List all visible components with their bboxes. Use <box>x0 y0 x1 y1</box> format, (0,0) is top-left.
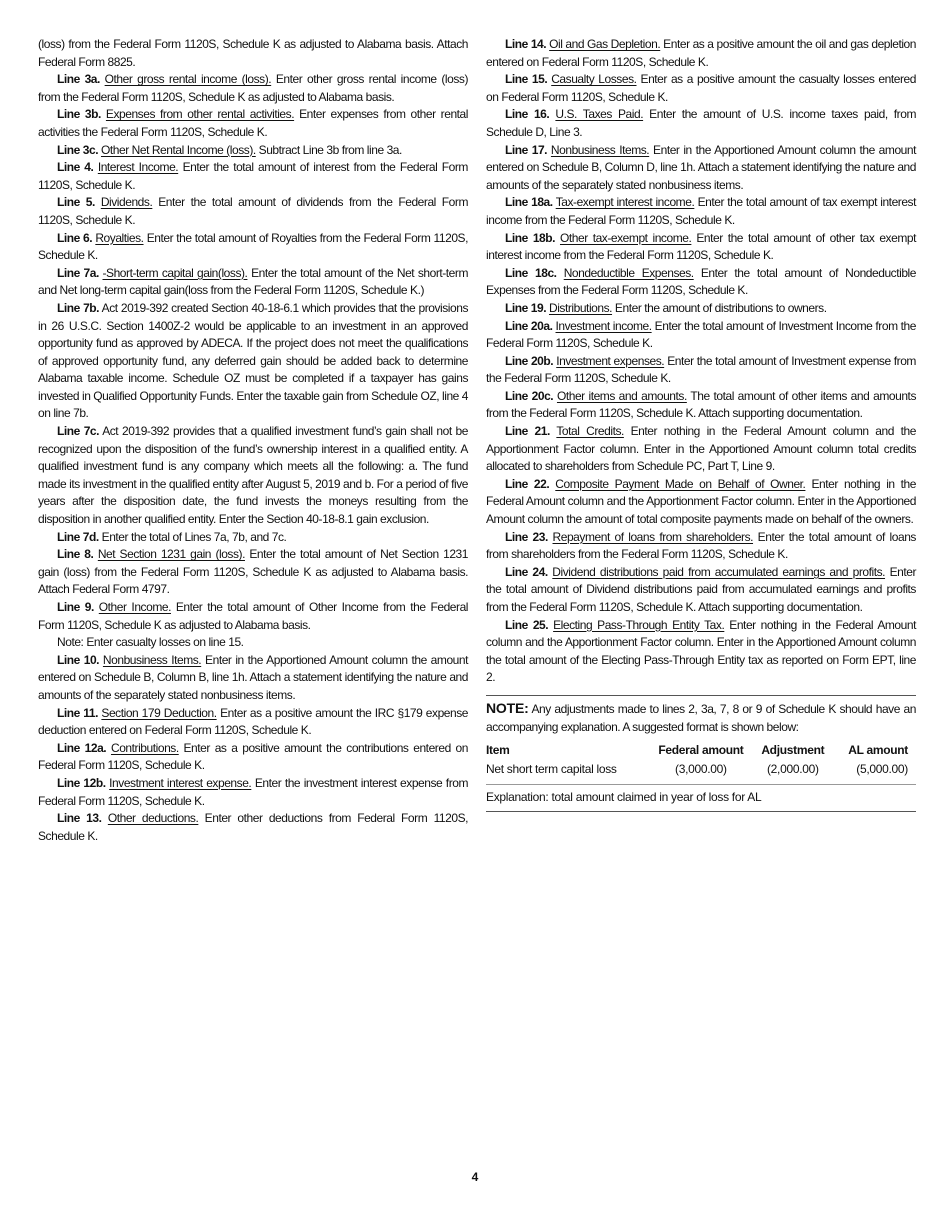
line-title: Other Income. <box>98 600 171 614</box>
instruction-paragraph <box>486 194 916 229</box>
instruction-paragraph <box>486 300 916 318</box>
line-title: Distributions. <box>548 300 613 315</box>
instruction-paragraph <box>486 36 916 71</box>
line-label: Line 24. <box>505 564 548 579</box>
header-adjustment: Adjustment <box>761 743 825 758</box>
instruction-paragraph <box>486 106 916 141</box>
line-text: Enter expenses from other rental activities the Federal Form 1120S, Schedule K. <box>38 107 468 139</box>
line-title: Other tax-exempt income. <box>559 230 692 245</box>
line-text: Enter nothing in the Federal Amount column and the Apportionment Factor column. Enter in the Apportioned Amount column total credits allocated to shareholders from Schedule PC, Part T, Line 9. <box>486 424 916 474</box>
line-label: Line 3b. <box>57 107 101 122</box>
line-title: U.S. Taxes Paid. <box>555 107 644 122</box>
instruction-paragraph <box>38 810 468 845</box>
instruction-paragraph <box>38 36 468 71</box>
instruction-paragraph <box>486 529 916 564</box>
line-title: Nonbusiness Items. <box>102 652 202 667</box>
line-label: Line 6. <box>57 230 93 245</box>
instruction-paragraph <box>486 353 916 388</box>
line-label: Line 20c. <box>505 388 554 403</box>
line-title: Other Net Rental Income (loss). <box>100 142 256 157</box>
instruction-paragraph <box>38 230 468 265</box>
instruction-paragraph <box>38 529 468 547</box>
line-label: Line 12b. <box>57 775 106 790</box>
line-text: Enter in the Apportioned Amount column the amount entered on Schedule B, Column B, line 1h. Attach a statement identifying the nature and amounts of the separately stated nonbusiness items. <box>38 652 468 702</box>
line-title: -Short-term capital gain(loss). <box>102 265 248 280</box>
adjustment-table <box>486 740 916 778</box>
instruction-paragraph <box>38 705 468 740</box>
line-title: Investment income. <box>555 318 652 333</box>
line-text: Note: Enter casualty losses on line 15. <box>57 635 244 650</box>
instruction-paragraph <box>38 142 468 160</box>
cell-item: Net short term capital loss <box>486 761 617 776</box>
table-row <box>486 760 916 779</box>
line-text: Enter the total amount of interest from the Federal Form 1120S, Schedule K. <box>38 160 468 192</box>
instruction-paragraph <box>486 388 916 423</box>
instruction-paragraph <box>486 230 916 265</box>
instruction-paragraph <box>486 142 916 195</box>
line-label: Line 14. <box>505 37 547 51</box>
line-title: Oil and Gas Depletion. <box>549 37 661 51</box>
line-text: Enter the total amount of the Net short-term and Net long-term capital gain(loss from the Federal Form 1120S, Schedule K.) <box>38 265 468 298</box>
note-heading: NOTE: <box>486 699 529 716</box>
line-text: Enter as a positive amount the casualty losses entered on Federal Form 1120S, Schedule K. <box>486 72 916 104</box>
line-title: Nonbusiness Items. <box>550 142 650 157</box>
line-label: Line 9. <box>57 600 94 614</box>
line-label: Line 16. <box>505 107 550 122</box>
line-text: (loss) from the Federal Form 1120S, Schedule K as adjusted to Alabama basis. Attach Federal Form 8825. <box>38 37 468 69</box>
line-text: Enter the total amount of loans from shareholders from the Federal Form 1120S, Schedule K. <box>486 529 916 562</box>
line-label: Line 21. <box>505 424 550 439</box>
instruction-paragraph <box>486 71 916 106</box>
line-text: Enter nothing in the Federal Amount column and the Apportionment Factor column. Enter in the Apportioned Amount column the amount of total composite payments made on behalf of the owners. <box>486 476 917 527</box>
line-title: Other gross rental income (loss). <box>104 72 272 87</box>
cell-adjustment: (2,000.00) <box>766 761 819 776</box>
line-label: Line 4. <box>57 160 94 175</box>
line-title: Repayment of loans from shareholders. <box>552 529 754 544</box>
explanation-line: Explanation: total amount claimed in year of loss for AL <box>486 784 916 812</box>
instruction-paragraph <box>38 194 468 229</box>
line-title: Electing Pass-Through Entity Tax. <box>553 617 725 632</box>
line-label: Line 20b. <box>505 353 554 368</box>
line-label: Line 8. <box>57 547 94 562</box>
line-label: Line 12a. <box>57 740 107 755</box>
line-label: Line 18b. <box>505 230 556 245</box>
instruction-paragraph <box>38 652 468 705</box>
left-column <box>38 36 468 845</box>
line-label: Line 10. <box>57 652 100 667</box>
line-text: Enter the total of Lines 7a, 7b, and 7c. <box>101 529 287 544</box>
instruction-paragraph <box>38 634 468 652</box>
header-al-amount: AL amount <box>848 743 908 758</box>
line-title: Casualty Losses. <box>551 72 637 87</box>
line-text: Enter the total amount of Net Section 1231 gain (loss) from the Federal Form 1120S, Schedule K as adjusted to Alabama basis. Attach Federal Form 4797. <box>38 547 468 597</box>
line-label: Line 13. <box>57 811 102 826</box>
instruction-paragraph <box>38 599 468 634</box>
line-title: Royalties. <box>95 230 144 245</box>
line-label: Line 15. <box>505 72 548 87</box>
line-label: Line 18c. <box>505 265 557 280</box>
line-text: Enter in the Apportioned Amount column the amount entered on Schedule B, Column D, line 1h. Attach a statement identifying the nature and amounts of the separately stated nonbusiness items. <box>486 142 916 192</box>
line-text: Enter nothing in the Federal Amount column and the Apportionment Factor column. Enter in the Apportioned Amount column the total amount of the Electing Pass-Through Entity tax as reported on Form EPT, line 2. <box>486 617 916 685</box>
instruction-paragraph <box>486 564 916 617</box>
instruction-paragraph <box>486 423 916 476</box>
header-item: Item <box>486 743 510 758</box>
instruction-paragraph <box>38 546 468 599</box>
header-federal-amount: Federal amount <box>658 743 744 758</box>
line-title: Expenses from other rental activities. <box>105 107 295 122</box>
line-text: Enter other deductions from Federal Form 1120S, Schedule K. <box>38 811 469 843</box>
instruction-paragraph <box>38 740 468 775</box>
line-text: Enter the amount of U.S. income taxes paid, from Schedule D, Line 3. <box>486 107 916 139</box>
line-text: Enter the total amount of Nondeductible Expenses from the Federal Form 1120S, Schedule K. <box>486 265 916 298</box>
line-label: Line 19. <box>505 300 547 315</box>
line-label: Line 3c. <box>57 142 99 157</box>
line-text: Enter as a positive amount the contributions entered on Federal Form 1120S, Schedule K. <box>38 740 469 773</box>
note-text: Any adjustments made to lines 2, 3a, 7, 8 or 9 of Schedule K should have an accompanying explanation. A suggested format is shown below: <box>486 701 916 734</box>
instruction-paragraph <box>38 775 468 810</box>
instruction-paragraph <box>486 265 916 300</box>
instruction-paragraph <box>38 71 468 106</box>
page-number: 4 <box>471 1170 479 1184</box>
line-label: Line 7b. <box>57 300 100 315</box>
line-text: Enter the total amount of Investment expense from the Federal Form 1120S, Schedule K. <box>486 353 916 386</box>
line-label: Line 7a. <box>57 265 99 280</box>
line-title: Dividends. <box>100 195 153 210</box>
line-text: Enter as a positive amount the IRC §179 expense deduction entered on Federal Form 1120S, Schedule K. <box>38 705 469 738</box>
line-title: Investment expenses. <box>556 353 665 368</box>
note-section <box>486 695 916 812</box>
line-title: Section 179 Deduction. <box>101 705 217 720</box>
line-label: Line 3a. <box>57 72 100 87</box>
line-text: Act 2019-392 provides that a qualified investment fund’s gain shall not be recognized upon the disposition of the fund’s ownership interest in a qualified entity. A qualified investment fund is any company which meets all the following: a. The fund made its investment in the qualified entity after August 5, 2019 and b. For a period of five years after the disposition date, the fund invests the moneys resulting from the disposition in another qualified entity. Enter the Section 40-18-8.1 gain exclusion. <box>38 424 468 527</box>
line-label: Line 11. <box>57 705 98 720</box>
line-title: Total Credits. <box>556 424 624 439</box>
instruction-paragraph <box>38 423 468 529</box>
line-text: Enter as a positive amount the oil and gas depletion entered on Federal Form 1120S, Schedule K. <box>486 37 916 69</box>
line-text: Enter the total amount of Royalties from the Federal Form 1120S, Schedule K. <box>38 230 468 263</box>
line-label: Line 5. <box>57 195 95 210</box>
line-text: Enter the total amount of Investment Income from the Federal Form 1120S, Schedule K. <box>486 318 916 351</box>
line-text: Enter the investment interest expense from Federal Form 1120S, Schedule K. <box>38 775 469 808</box>
line-label: Line 25. <box>505 617 549 632</box>
line-text: Enter other gross rental income (loss) from the Federal Form 1120S, Schedule K as adjusted to Alabama basis. <box>38 72 468 104</box>
cell-federal-amount: (3,000.00) <box>675 761 727 776</box>
line-text: Enter the total amount of other tax exempt interest income from the Federal Form 1120S, Schedule K. <box>486 230 916 263</box>
line-title: Net Section 1231 gain (loss). <box>97 547 245 562</box>
line-label: Line 18a. <box>505 195 553 210</box>
line-title: Interest Income. <box>97 160 179 175</box>
line-title: Nondeductible Expenses. <box>563 265 694 280</box>
line-title: Dividend distributions paid from accumulated earnings and profits. <box>552 564 886 579</box>
line-title: Contributions. <box>110 740 179 755</box>
line-text: Subtract Line 3b from line 3a. <box>255 142 402 157</box>
line-title: Tax-exempt interest income. <box>555 195 695 210</box>
line-title: Investment interest expense. <box>109 775 252 790</box>
line-label: Line 7d. <box>57 529 99 544</box>
cell-al-amount: (5,000.00) <box>856 761 908 776</box>
table-header-row <box>486 740 916 760</box>
line-label: Line 7c. <box>57 424 100 439</box>
line-title: Composite Payment Made on Behalf of Owner. <box>555 476 806 491</box>
line-text: Act 2019-392 created Section 40-18-6.1 which provides that the provisions in 26 U.S.C. Section 1400Z-2 would be applicable to an investment in an approved opportunity fund as approved by ADECA. If the project does not meet the qualifications of approved opportunity fund, any deferred gain should be added back to determine Alabama taxable income. Schedule OZ must be completed if a taxpayer has gains invested in Qualified Opportunity Funds. Enter the taxable gain from Schedule OZ, line 4 on line 7b. <box>38 300 468 421</box>
instruction-paragraph <box>38 300 468 423</box>
instruction-paragraph <box>38 106 468 141</box>
instruction-paragraph <box>486 617 916 687</box>
line-title: Other items and amounts. <box>556 388 687 403</box>
line-text: Enter the total amount of dividends from the Federal Form 1120S, Schedule K. <box>38 195 468 227</box>
instruction-paragraph <box>486 318 916 353</box>
line-text: Enter the total amount of Other Income from the Federal Form 1120S, Schedule K as adjusted to Alabama basis. <box>38 600 469 632</box>
instruction-paragraph <box>38 159 468 194</box>
instruction-paragraph <box>486 476 916 529</box>
instruction-paragraph <box>38 265 468 300</box>
line-text: Enter the amount of distributions to owners. <box>612 300 827 315</box>
line-label: Line 22. <box>505 476 550 491</box>
line-text: Enter the total amount of Dividend distributions paid from accumulated earnings and profits from the Federal Form 1120S, Schedule K. Attach supporting documentation. <box>486 564 917 614</box>
line-label: Line 20a. <box>505 318 553 333</box>
line-title: Other deductions. <box>107 811 199 826</box>
line-label: Line 17. <box>505 142 548 157</box>
line-label: Line 23. <box>505 529 548 544</box>
right-column <box>486 36 916 812</box>
line-text: Enter the total amount of tax exempt interest income from the Federal Form 1120S, Schedule K. <box>486 195 916 227</box>
line-text: The total amount of other items and amounts from the Federal Form 1120S, Schedule K. Attach supporting documentation. <box>486 388 916 421</box>
